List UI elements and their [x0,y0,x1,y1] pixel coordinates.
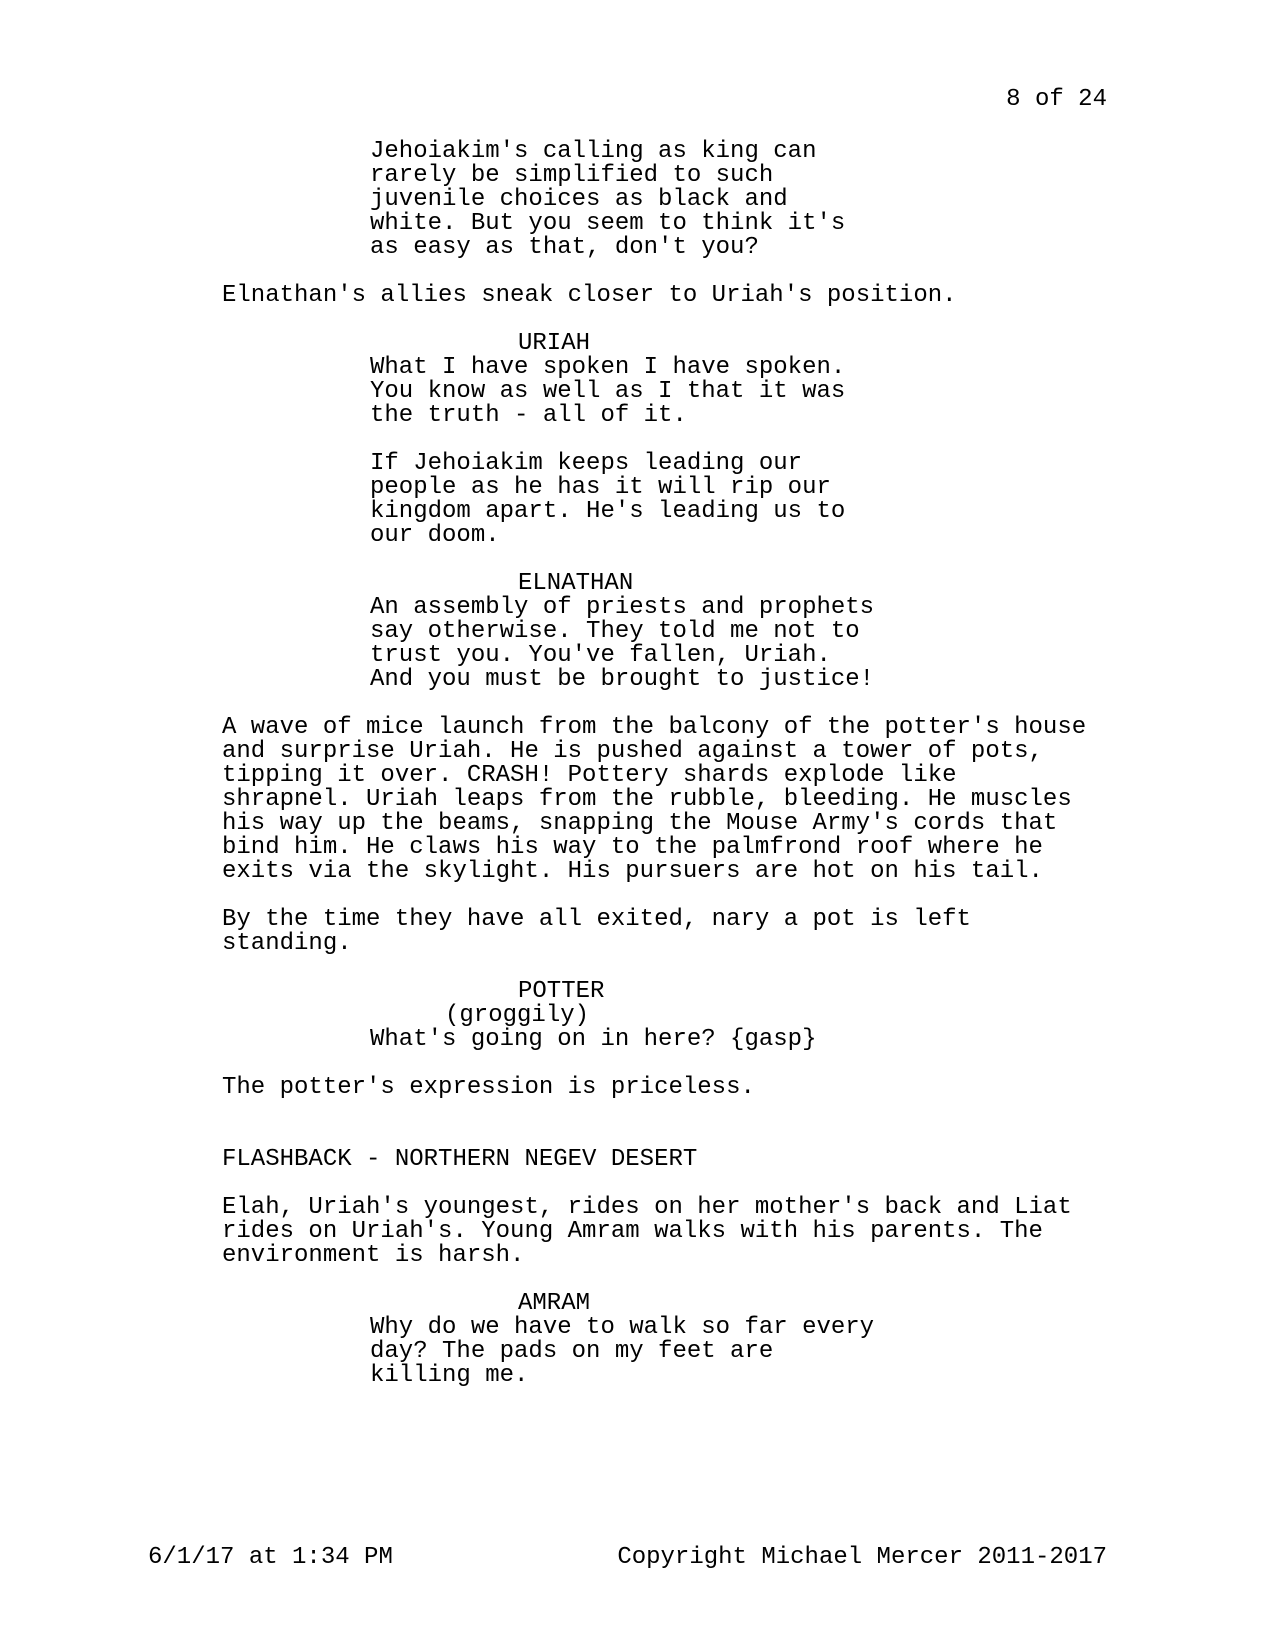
dialogue-line: people as he has it will rip our [370,474,831,501]
page-number: 8 of 24 [1006,86,1107,113]
dialogue-line: If Jehoiakim keeps leading our [370,450,803,477]
dialogue-line: What I have spoken I have spoken. [370,354,846,381]
action-line: rides on Uriah's. Young Amram walks with his parents. The [222,1218,1043,1245]
dialogue-line: An assembly of priests and prophets [370,594,875,621]
action-line: Elnathan's allies sneak closer to Uriah's position. [222,282,957,309]
dialogue-line: What's going on in here? {gasp} [370,1026,817,1053]
action-line: Elah, Uriah's youngest, rides on her mother's back and Liat [222,1194,1072,1221]
dialogue-line: trust you. You've fallen, Uriah. [370,642,831,669]
footer-copyright: Copyright Michael Mercer 2011-2017 [617,1544,1107,1571]
dialogue-line: juvenile choices as black and [370,186,788,213]
character-name: AMRAM [518,1290,591,1317]
action-line: his way up the beams, snapping the Mouse Army's cords that [222,810,1058,837]
action-line: tipping it over. CRASH! Pottery shards explode like [222,762,957,789]
dialogue-line: And you must be brought to justice! [370,666,875,693]
action-line: standing. [222,930,352,957]
action-line: bind him. He claws his way to the palmfrond roof where he [222,834,1043,861]
dialogue-line: the truth - all of it. [370,402,687,429]
action-line: The potter's expression is priceless. [222,1074,755,1101]
character-name: POTTER [518,978,605,1005]
dialogue-line: our doom. [370,522,500,549]
parenthetical: (groggily) [445,1002,590,1029]
dialogue-line: You know as well as I that it was [370,378,846,405]
footer-timestamp: 6/1/17 at 1:34 PM [148,1544,393,1571]
dialogue-line: white. But you seem to think it's [370,210,846,237]
dialogue-line: as easy as that, don't you? [370,234,759,261]
character-name: URIAH [518,330,591,357]
scene-heading: FLASHBACK - NORTHERN NEGEV DESERT [222,1146,698,1173]
dialogue-line: say otherwise. They told me not to [370,618,860,645]
action-line: environment is harsh. [222,1242,525,1269]
dialogue-line: Jehoiakim's calling as king can [370,138,817,165]
dialogue-line: day? The pads on my feet are [370,1338,774,1365]
dialogue-line: killing me. [370,1362,529,1389]
dialogue-line: kingdom apart. He's leading us to [370,498,846,525]
action-line: By the time they have all exited, nary a pot is left [222,906,971,933]
action-line: and surprise Uriah. He is pushed against a tower of pots, [222,738,1043,765]
dialogue-line: rarely be simplified to such [370,162,774,189]
action-line: A wave of mice launch from the balcony of the potter's house [222,714,1087,741]
character-name: ELNATHAN [518,570,634,597]
action-line: shrapnel. Uriah leaps from the rubble, bleeding. He muscles [222,786,1072,813]
dialogue-line: Why do we have to walk so far every [370,1314,875,1341]
action-line: exits via the skylight. His pursuers are hot on his tail. [222,858,1043,885]
